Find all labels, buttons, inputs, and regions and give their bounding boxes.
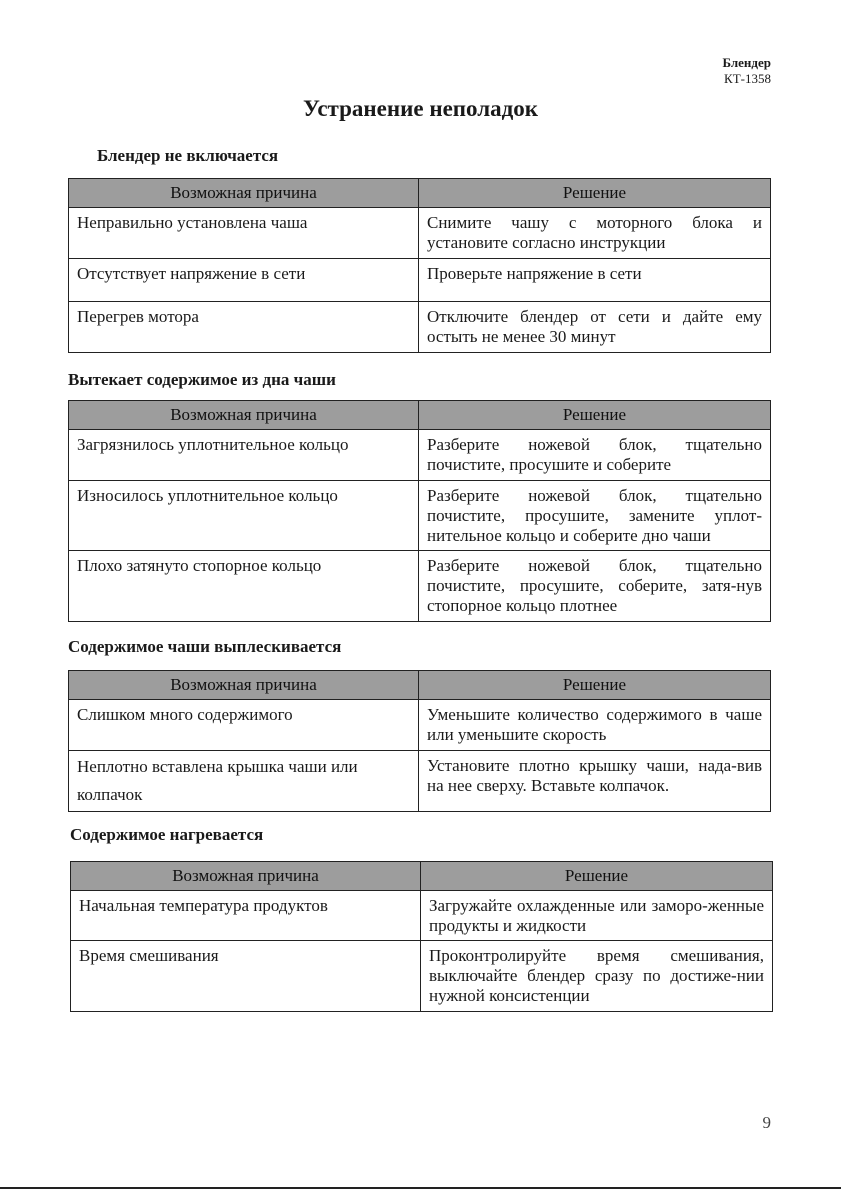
column-header-cause: Возможная причина: [71, 862, 421, 891]
cause-cell: Неправильно установлена чаша: [69, 208, 419, 259]
column-header-cause: Возможная причина: [69, 671, 419, 700]
column-header-solution: Решение: [419, 671, 771, 700]
section-title-splashing: Содержимое чаши выплескивается: [68, 637, 342, 656]
page-title: Устранение неполадок: [302, 96, 539, 121]
table-row: [69, 551, 771, 622]
product-name: Блендер: [722, 55, 771, 70]
table-row: [71, 891, 773, 941]
section-title-heating: Содержимое нагревается: [70, 825, 264, 844]
page-number: 9: [762, 1113, 771, 1132]
solution-cell: Проконтролируйте время смешивания, выключайте блендер сразу по достиже-нии нужной консистенции: [421, 941, 773, 1012]
table-heating: [70, 861, 773, 1012]
cause-cell: Слишком много содержимого: [69, 700, 419, 751]
cause-cell: Износилось уплотнительное кольцо: [69, 481, 419, 551]
solution-cell: Установите плотно крышку чаши, нада-вив на нее сверху. Вставьте колпачок.: [419, 751, 771, 812]
column-header-solution: Решение: [419, 179, 771, 208]
solution-cell: Разберите ножевой блок, тщательно почистите, просушите, замените уплот-нительное кольцо и соберите дно чаши: [419, 481, 771, 551]
table-leaking-bottom: [68, 400, 771, 622]
cause-cell: Отсутствует напряжение в сети: [69, 259, 419, 302]
table-row: [69, 259, 771, 302]
table-row: [69, 208, 771, 259]
cause-cell: Загрязнилось уплотнительное кольцо: [69, 430, 419, 481]
solution-cell: Снимите чашу с моторного блока и установите согласно инструкции: [419, 208, 771, 259]
solution-cell: Уменьшите количество содержимого в чаше или уменьшите скорость: [419, 700, 771, 751]
cause-cell: Плохо затянуто стопорное кольцо: [69, 551, 419, 622]
table-row: [69, 700, 771, 751]
table-header-row: [69, 401, 771, 430]
table-header-row: [69, 179, 771, 208]
table-row: [71, 941, 773, 1012]
table-row: [69, 302, 771, 353]
cause-cell: Неплотно вставлена крышка чаши или колпачок: [69, 751, 419, 812]
section-title-not-turning-on: Блендер не включается: [97, 146, 279, 165]
solution-cell: Разберите ножевой блок, тщательно почистите, просушите и соберите: [419, 430, 771, 481]
solution-cell: Разберите ножевой блок, тщательно почистите, просушите, соберите, затя-нув стопорное кольцо плотнее: [419, 551, 771, 622]
table-splashing: [68, 670, 771, 812]
column-header-cause: Возможная причина: [69, 401, 419, 430]
cause-cell: Время смешивания: [71, 941, 421, 1012]
cause-cell: Перегрев мотора: [69, 302, 419, 353]
column-header-solution: Решение: [419, 401, 771, 430]
solution-cell: Отключите блендер от сети и дайте ему остыть не менее 30 минут: [419, 302, 771, 353]
table-not-turning-on: [68, 178, 771, 353]
header-block: [722, 55, 771, 87]
solution-cell: Проверьте напряжение в сети: [419, 259, 771, 302]
table-header-row: [69, 671, 771, 700]
table-row: [69, 430, 771, 481]
column-header-solution: Решение: [421, 862, 773, 891]
model-number: КТ-1358: [724, 71, 771, 86]
table-header-row: [71, 862, 773, 891]
table-row: [69, 481, 771, 551]
table-row: [69, 751, 771, 812]
section-title-leaking-bottom: Вытекает содержимое из дна чаши: [68, 370, 336, 389]
footer-divider: [0, 1187, 841, 1189]
cause-cell: Начальная температура продуктов: [71, 891, 421, 941]
solution-cell: Загружайте охлажденные или заморо-женные продукты и жидкости: [421, 891, 773, 941]
column-header-cause: Возможная причина: [69, 179, 419, 208]
